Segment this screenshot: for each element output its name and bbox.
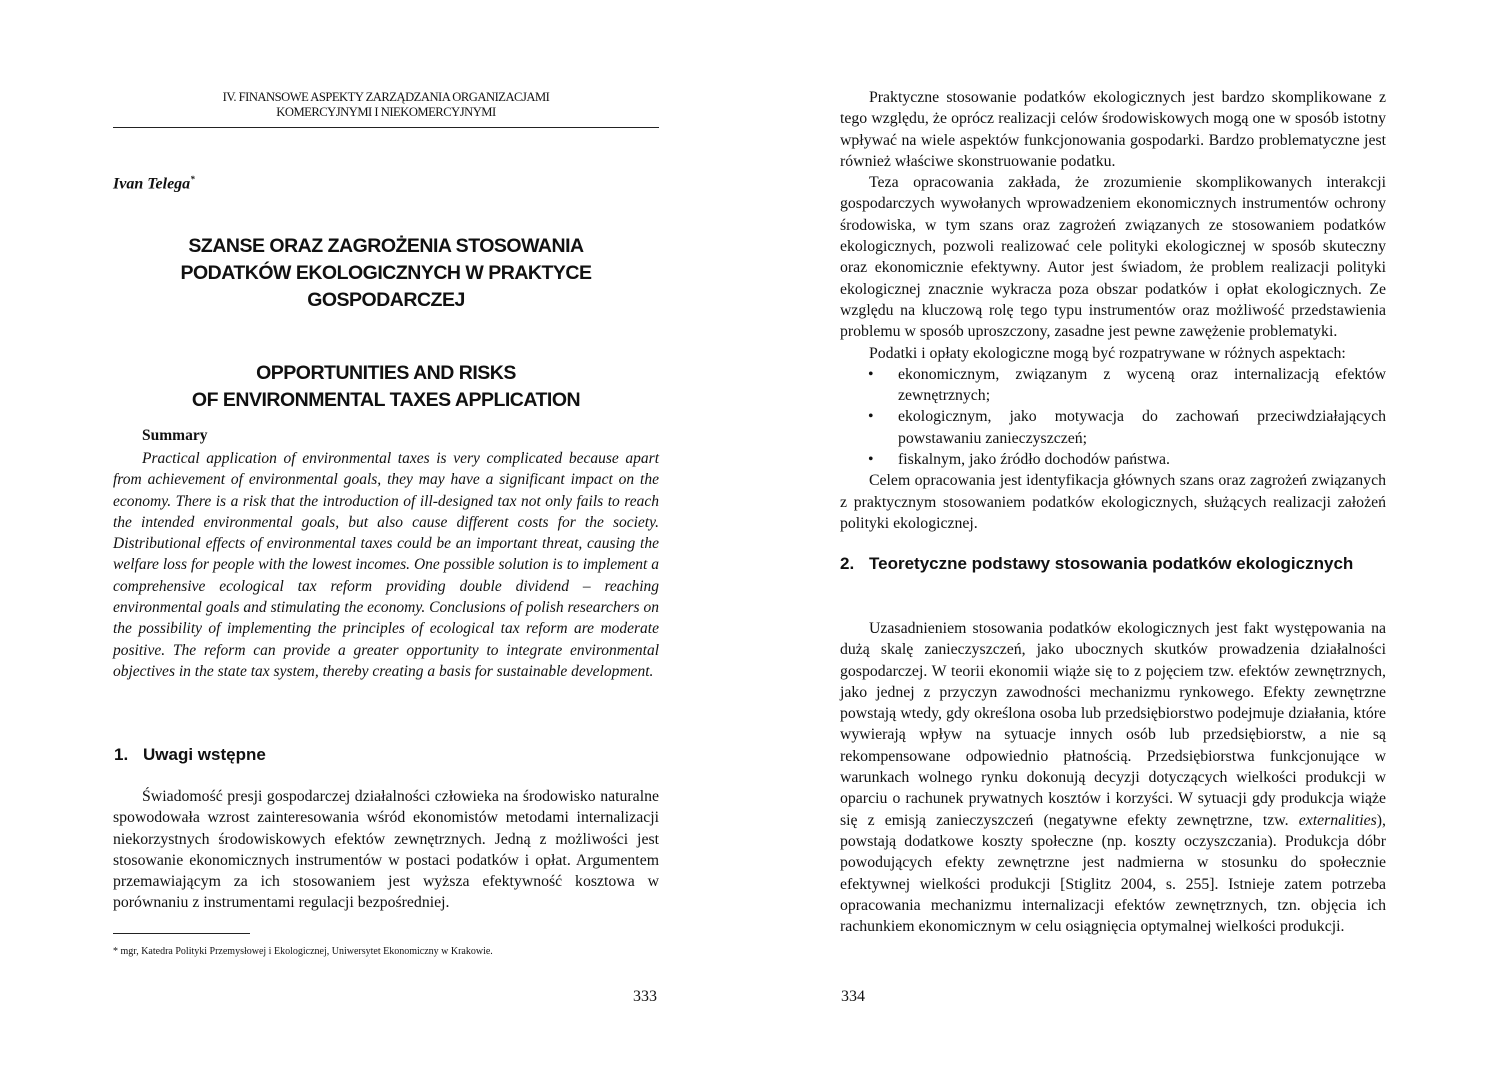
section-2-body <box>840 618 1386 937</box>
header-rule <box>113 127 659 128</box>
paragraph: Celem opracowania jest identyfikacja głównych szans oraz zagrożeń związanych z praktycznym stosowaniem podatków ekologicznych, służących realizacji założeń polityki ekologicznej. <box>840 472 1386 532</box>
title-line: OPPORTUNITIES AND RISKS <box>256 362 516 384</box>
running-head-line: IV. FINANSOWE ASPEKTY ZARZĄDZANIA ORGANIZACJAMI <box>222 90 550 104</box>
article-title-polish <box>113 233 659 314</box>
section-title: Teoretyczne podstawy stosowania podatków ekologicznych <box>869 554 1354 573</box>
running-head <box>113 90 659 120</box>
article-title-english <box>113 360 659 414</box>
list-item-text: ekonomicznym, związanym z wyceną oraz internalizacją efektów zewnętrznych; <box>898 365 1386 405</box>
title-line: GOSPODARCZEJ <box>307 289 465 311</box>
bullet-icon: • <box>868 451 874 469</box>
right-page-intro <box>840 87 1386 534</box>
author-name-text: Ivan Telega <box>113 175 191 193</box>
list-item <box>840 406 1386 449</box>
list-item <box>840 449 1386 470</box>
emphasized-term: externalities <box>1298 811 1377 829</box>
footnote-rule <box>113 933 250 934</box>
summary-text: Practical application of environmental taxes is very complicated because apart from achievement of environmental goals, they may have a significant impact on the economy. There is a risk that the introduction of ill-designed tax not only fails to reach the intended environmental goals, but also cause different costs for the society. Distributional effects of environmental taxes could be an important threat, causing the welfare loss for people with the lowest incomes. One possible solution is to implement a comprehensive ecological tax reform providing double dividend – reaching environmental goals and stimulating the economy. Conclusions of polish researchers on the possibility of implementing the principles of ecological tax reform are moderate positive. The reform can provide a greater opportunity to integrate environmental objectives in the state tax system, thereby creating a basis for sustainable development. <box>113 450 659 680</box>
list-item <box>840 364 1386 407</box>
title-line: PODATKÓW EKOLOGICZNYCH W PRAKTYCE <box>180 262 592 284</box>
section-2-heading <box>840 553 1400 575</box>
list-item-text: ekologicznym, jako motywacja do zachowań przeciwdziałających powstawaniu zanieczyszczeń; <box>898 408 1386 447</box>
section-number: 2. <box>840 554 855 573</box>
section-1-heading <box>114 744 266 766</box>
page-number: 334 <box>841 988 865 1005</box>
title-line: SZANSE ORAZ ZAGROŻENIA STOSOWANIA <box>188 235 584 257</box>
page-number: 333 <box>633 988 657 1005</box>
paragraph: Podatki i opłaty ekologiczne mogą być rozpatrywane w różnych aspektach: <box>869 344 1346 362</box>
section-number: 1. <box>114 745 129 764</box>
title-line: OF ENVIRONMENTAL TAXES APPLICATION <box>191 389 581 411</box>
author-footnote-mark: * <box>190 174 195 184</box>
author-name <box>113 174 195 193</box>
running-head-line: KOMERCYJNYMI I NIEKOMERCYJNYMI <box>276 105 496 119</box>
section-1-paragraph: Świadomość presji gospodarczej działalności człowieka na środowisko naturalne spowodowała wzrost zainteresowania wśród ekonomistów metodami internalizacji niekorzystnych środowiskowych efektów zewnętrznych. Jedną z możliwości jest stosowanie ekonomicznych instrumentów w postaci podatków i opłat. Argumentem przemawiającym za ich stosowaniem jest wyższa efektywność kosztowa w porównaniu z instrumentami regulacji bezpośredniej. <box>113 788 659 912</box>
summary-heading: Summary <box>142 427 208 444</box>
paragraph: Teza opracowania zakłada, że zrozumienie skomplikowanych interakcji gospodarczych wywołanych wprowadzeniem ekonomicznych instrumentów ochrony środowiska, w tym szans oraz zagrożeń związanych ze stosowaniem podatków ekologicznych, pozwoli realizować cele polityki ekologicznej w sposób skuteczny oraz ekonomicznie efektywny. Autor jest świadom, że problem realizacji polityki ekologicznej znacznie wykracza poza obszar podatków i opłat ekologicznych. Ze względu na kluczową rolę tego typu instrumentów oraz możliwość przedstawienia problemu w sposób uproszczony, zasadne jest pewne zawężenie problematyki. <box>840 174 1386 341</box>
paragraph: Praktyczne stosowanie podatków ekologicznych jest bardzo skomplikowane z tego względu, że oprócz realizacji celów środowiskowych mogą one w sposób istotny wpływać na wiele aspektów funkcjonowania gospodarki. Bardzo problematyczne jest również właściwe skonstruowanie podatku. <box>840 89 1386 170</box>
paragraph-text: Uzasadnieniem stosowania podatków ekologicznych jest fakt występowania na dużą skalę zanieczyszczeń, jako ubocznych skutków prowadzenia działalności gospodarczej. W teorii ekonomii wiąże się to z pojęciem tzw. efektów zewnętrznych, jako jednej z przyczyn zawodności mechanizmu rynkowego. Efekty zewnętrzne powstają wtedy, gdy określona osoba lub przedsiębiorstwo podejmuje działania, które wywierają wpływ na sytuacje innych osób lub przedsiębiorstw, a nie są rekompensowane odpowiednio płatnością. Przedsiębiorstwa funkcjonujące w warunkach wolnego rynku dokonują decyzji dotyczących wielkości produkcji w oparciu o rachunek prywatnych kosztów i korzyści. W sytuacji gdy produkcja wiąże się z emisją zanieczyszczeń (negatywne efekty zewnętrzne, tzw. <box>840 620 1386 829</box>
bullet-icon: • <box>868 408 874 426</box>
paragraph <box>840 618 1386 937</box>
aspects-list <box>840 364 1386 470</box>
bullet-icon: • <box>868 365 874 383</box>
footnote: * mgr, Katedra Polityki Przemysłowej i Ekologicznej, Uniwersytet Ekonomiczny w Krakowie. <box>113 946 493 957</box>
list-item-text: fiskalnym, jako źródło dochodów państwa. <box>898 451 1171 469</box>
paragraph-text: ), powstają dodatkowe koszty społeczne (np. koszty oczyszczania). Produkcja dóbr powodujących efekty zewnętrzne jest nadmierna w stosunku do społecznie efektywnej wielkości produkcji [Stiglitz 2004, s. 255]. Istnieje zatem potrzeba opracowania mechanizmu internalizacji efektów zewnętrznych, tzn. objęcia ich rachunkiem ekonomicznym w celu osiągnięcia optymalnej wielkości produkcji. <box>840 811 1386 936</box>
section-title: Uwagi wstępne <box>143 745 266 764</box>
